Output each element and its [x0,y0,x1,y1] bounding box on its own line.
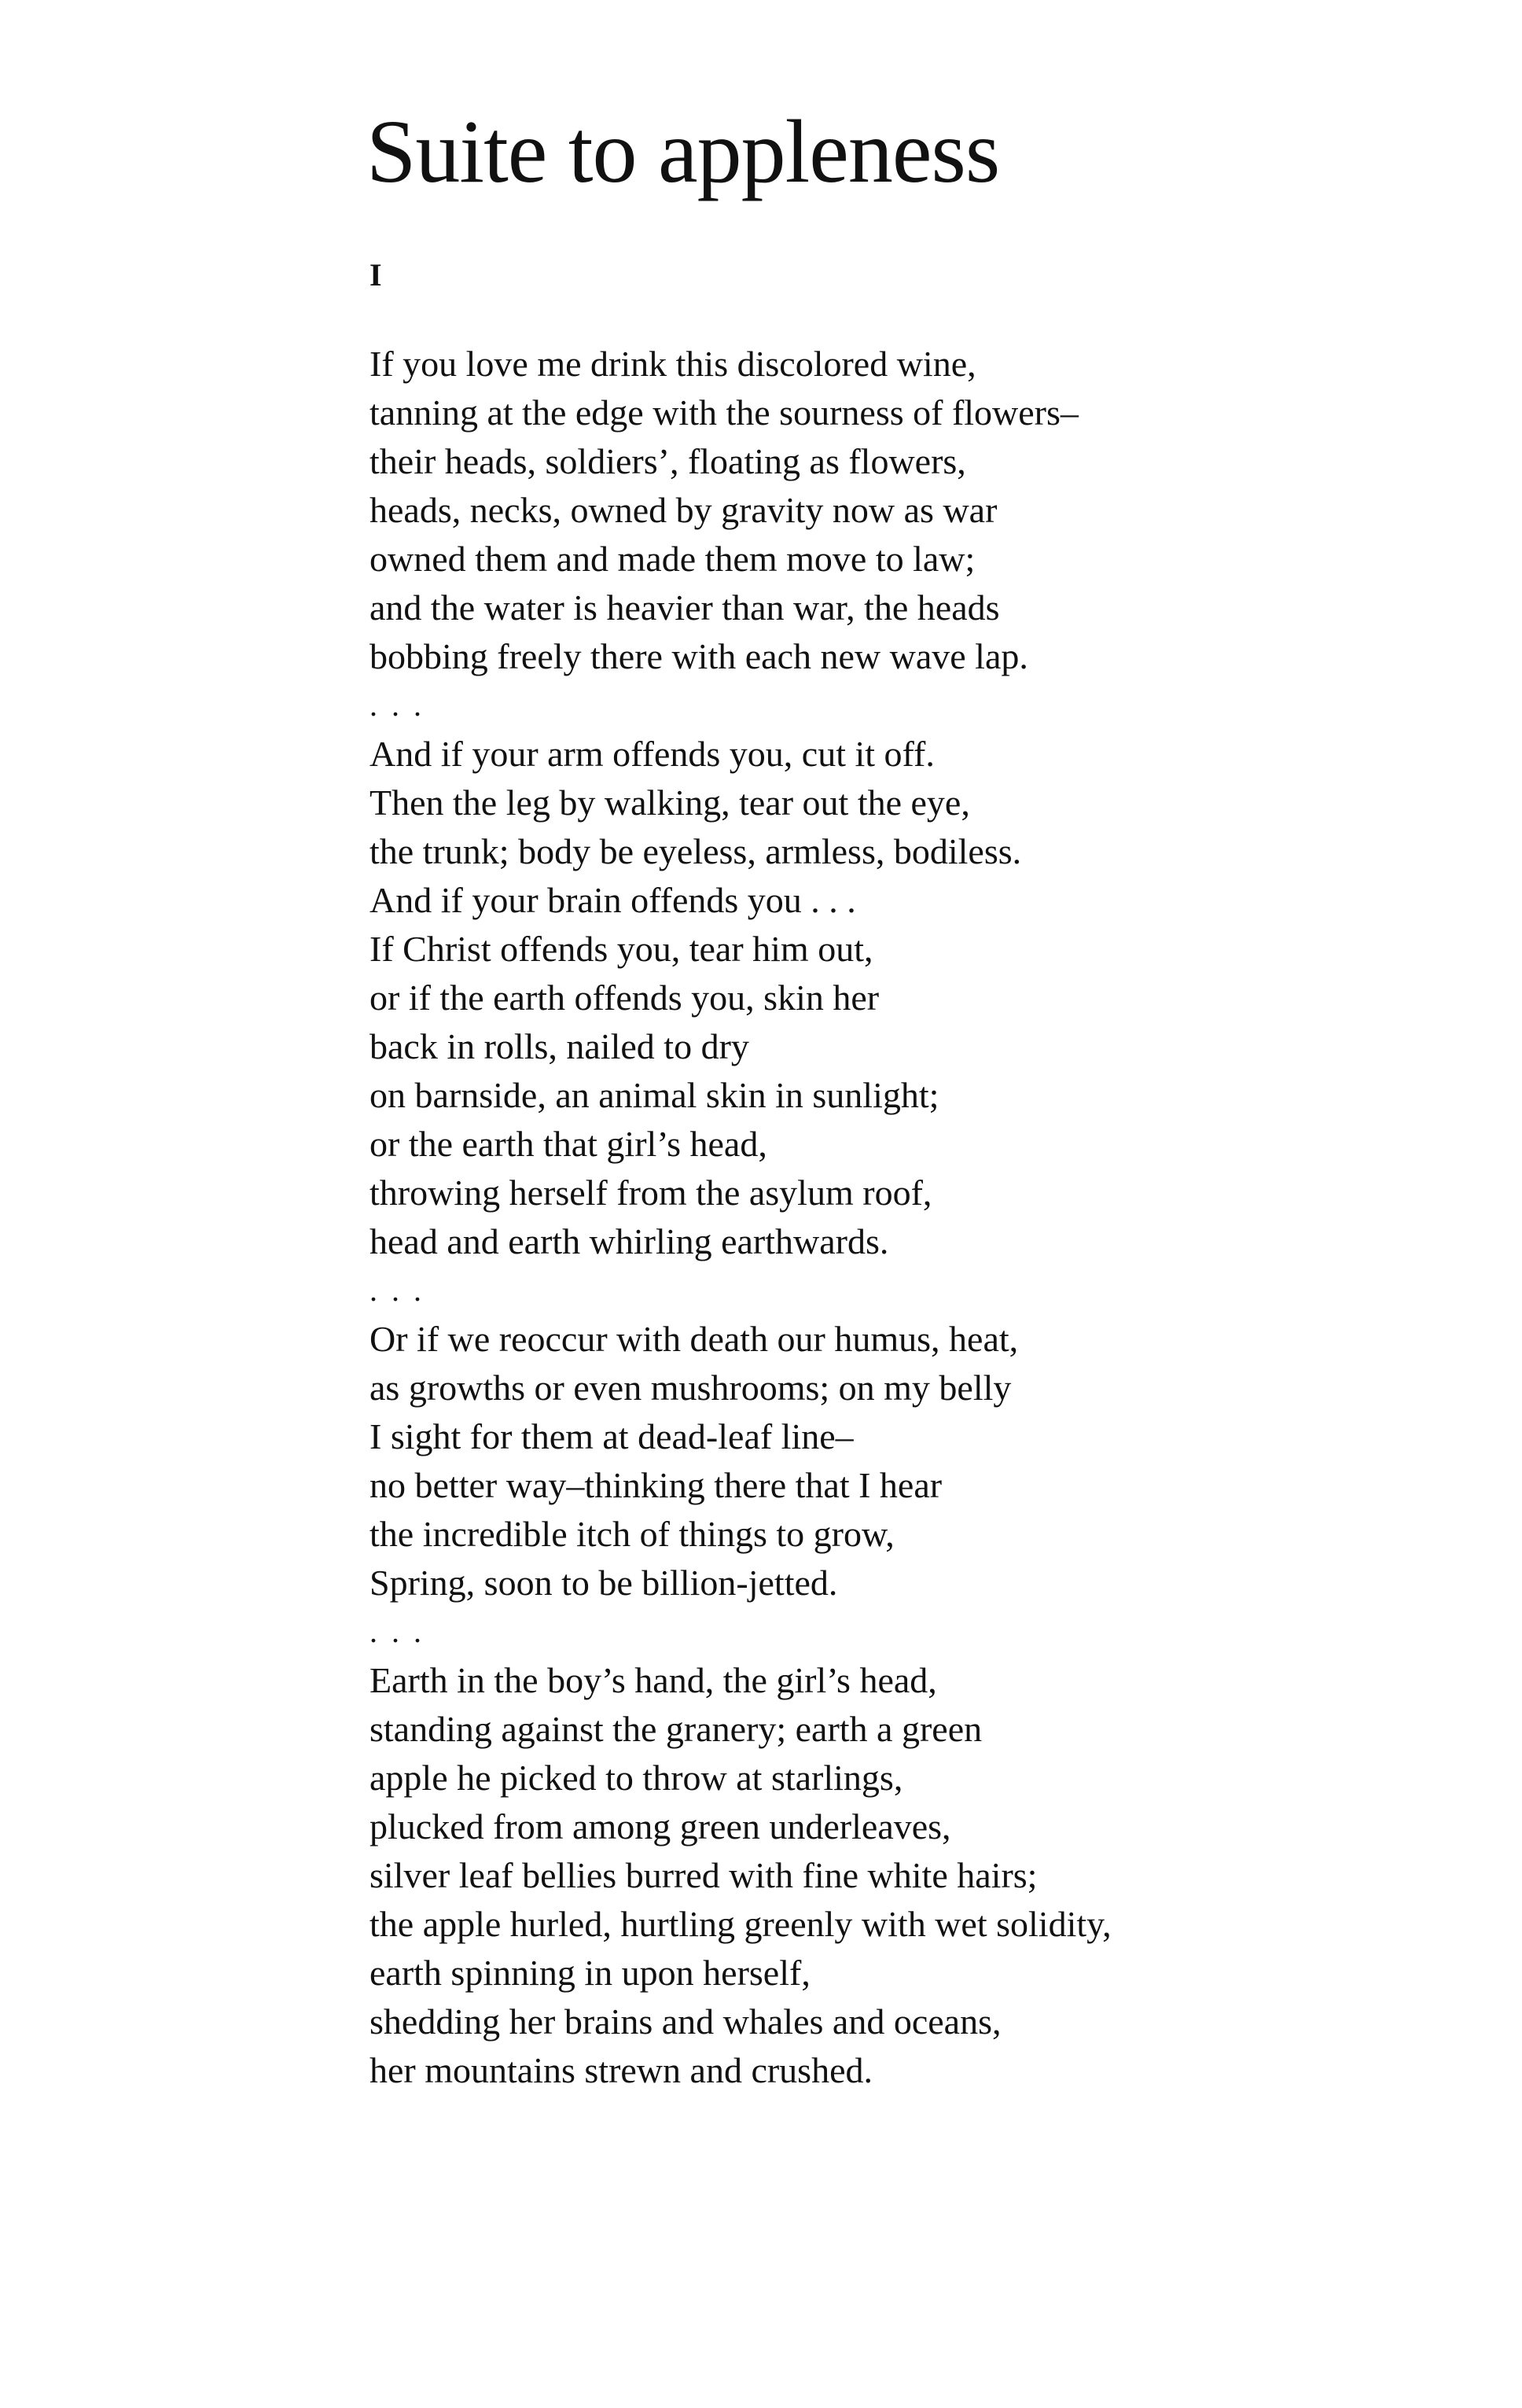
stanza-separator: . . . [369,1272,425,1308]
poem-line: back in rolls, nailed to dry [369,1026,749,1066]
poem-line: head and earth whirling earthwards. [369,1221,889,1261]
poem-line: her mountains strewn and crushed. [369,2050,873,2090]
poem-line: as growths or even mushrooms; on my belly [369,1368,1012,1408]
poem-line: the apple hurled, hurtling greenly with wet solidity, [369,1904,1112,1944]
poem-line: the incredible itch of things to grow, [369,1514,895,1554]
poem-line: If you love me drink this discolored wine, [369,344,976,384]
poem-line: the trunk; body be eyeless, armless, bodiless. [369,831,1022,871]
stanza-separator: . . . [369,1614,425,1649]
stanza-separator: . . . [369,687,425,723]
poem-line: heads, necks, owned by gravity now as war [369,490,998,530]
poem-line: standing against the granery; earth a green [369,1709,983,1749]
poem-line: bobbing freely there with each new wave lap. [369,636,1028,676]
poem-line: plucked from among green underleaves, [369,1806,951,1847]
stanza [369,340,1470,681]
poem-line: I sight for them at dead-leaf line– [369,1416,854,1456]
poem-line: shedding her brains and whales and oceans, [369,2001,1002,2042]
poem-body [369,340,1470,2095]
poem-line: earth spinning in upon herself, [369,1953,811,1993]
poem-line: And if your arm offends you, cut it off. [369,734,935,774]
poem-line: Spring, soon to be billion-jetted. [369,1563,838,1603]
poem-line: tanning at the edge with the sourness of flowers– [369,392,1079,433]
poem-line: or if the earth offends you, skin her [369,978,880,1018]
poem-line: silver leaf bellies burred with fine white hairs; [369,1855,1038,1895]
poem-line: If Christ offends you, tear him out, [369,929,873,969]
poem-line: and the water is heavier than war, the heads [369,587,1000,628]
poem-line: or the earth that girl’s head, [369,1124,767,1164]
poem-line: their heads, soldiers’, floating as flowers, [369,441,966,481]
section-numeral: I [369,257,382,293]
poem-line: no better way–thinking there that I hear [369,1465,943,1505]
stanza [369,1656,1470,2095]
poem-line: Or if we reoccur with death our humus, heat, [369,1319,1019,1359]
poem-line: on barnside, an animal skin in sunlight; [369,1075,939,1115]
poem-line: Earth in the boy’s hand, the girl’s head, [369,1660,937,1700]
poem-line: And if your brain offends you . . . [369,880,856,920]
stanza [369,1315,1470,1607]
poem-line: throwing herself from the asylum roof, [369,1173,932,1213]
poem-line: apple he picked to throw at starlings, [369,1758,903,1798]
poem-line: Then the leg by walking, tear out the eye, [369,782,970,823]
poem-title: Suite to appleness [366,101,1000,201]
poem-line: owned them and made them move to law; [369,539,976,579]
stanza [369,730,1470,1266]
